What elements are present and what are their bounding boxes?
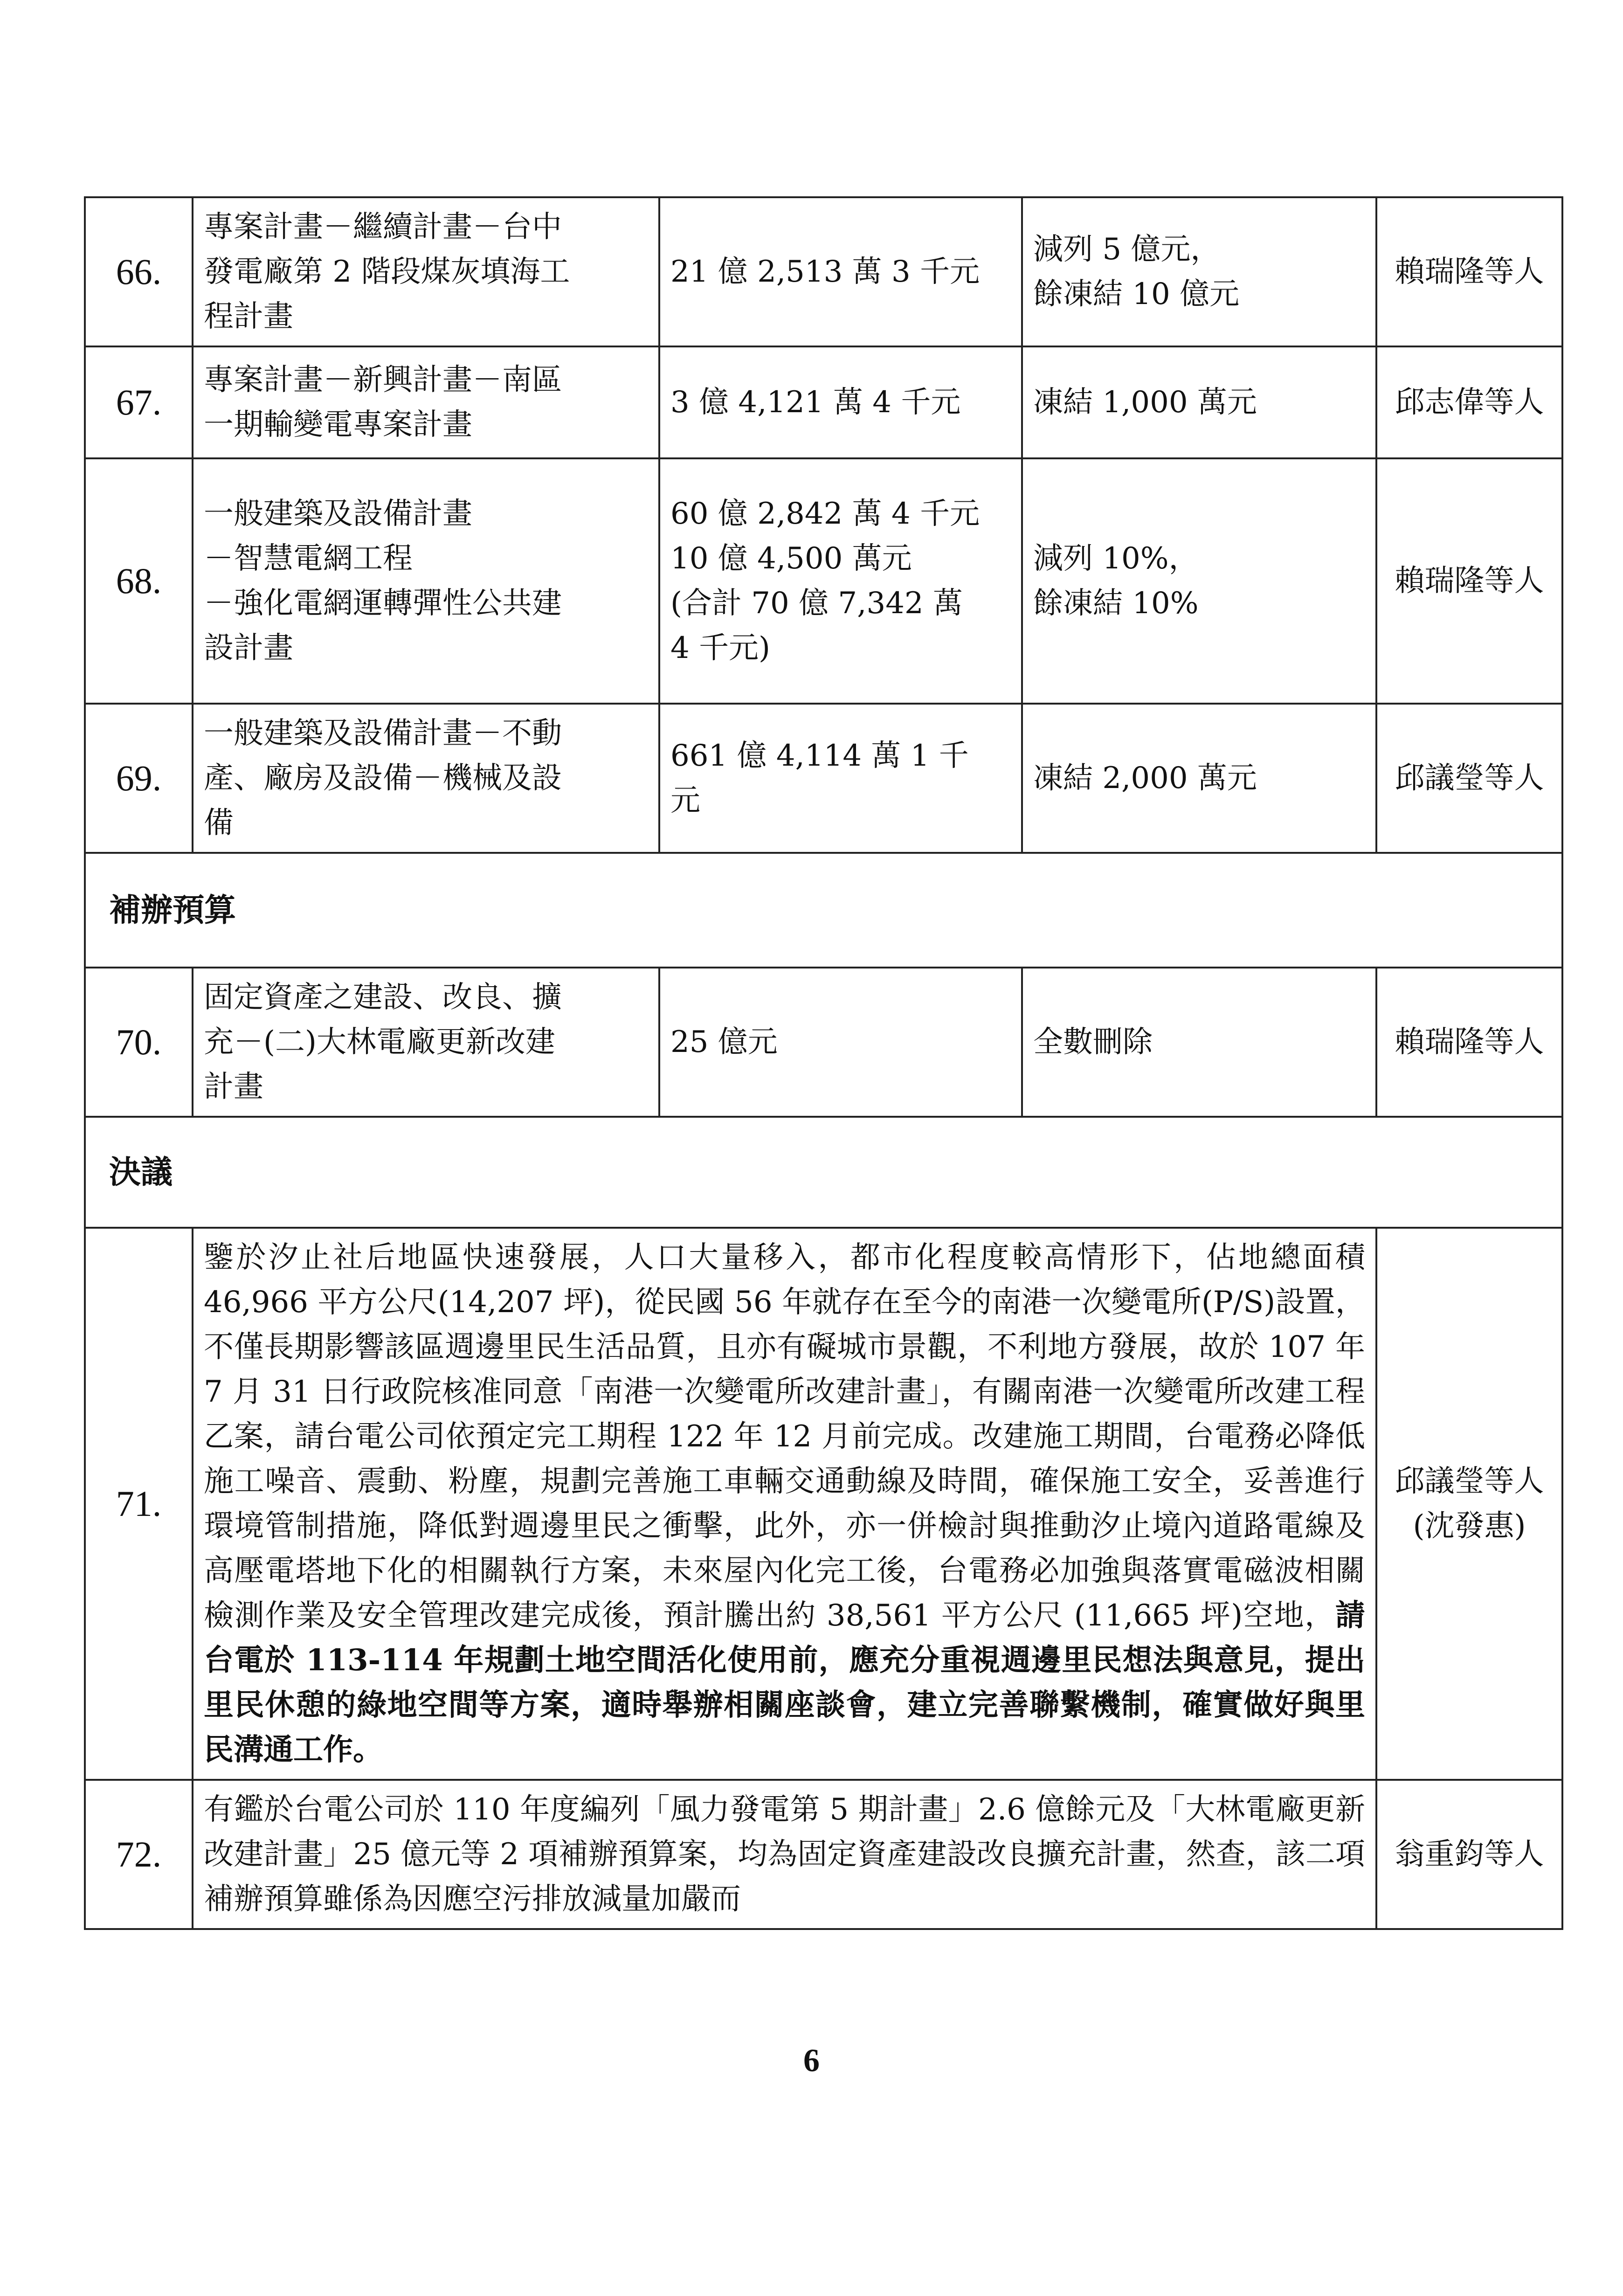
resolution-row — [85, 1228, 1562, 1780]
budget-item-line: 計畫 — [204, 1070, 263, 1104]
budget-item-line: －強化電網運轉彈性公共建 — [204, 586, 562, 621]
proposer — [1376, 1780, 1562, 1929]
row-number: 66. — [85, 197, 193, 346]
budget-amount-line: 25 億元 — [670, 1025, 778, 1059]
budget-amount — [659, 197, 1022, 346]
budget-item-line: 一般建築及設備計畫 — [204, 497, 472, 531]
budget-amount — [659, 968, 1022, 1117]
budget-action-line: 凍結 2,000 萬元 — [1033, 761, 1257, 795]
row-number: 68. — [85, 458, 193, 704]
budget-amount-line: 10 億 4,500 萬元 — [670, 541, 912, 576]
budget-amount-line: 60 億 2,842 萬 4 千元 — [670, 497, 980, 531]
table-row — [85, 346, 1562, 458]
budget-amount — [659, 346, 1022, 458]
proposer-line: 邱志偉等人 — [1395, 385, 1544, 420]
budget-action-line: 全數刪除 — [1033, 1025, 1153, 1059]
budget-amount — [659, 458, 1022, 704]
proposer — [1376, 458, 1562, 704]
budget-item-line: 一期輸變電專案計畫 — [204, 408, 472, 442]
resolution-emphasis: 請台電於 113-114 年規劃土地空間活化使用前，應充分重視週邊里民想法與意見，提出里民休憩的綠地空間等方案，適時舉辦相關座談會，建立完善聯繫機制，確實做好與里民溝通工作。 — [204, 1598, 1365, 1767]
proposer-line: 賴瑞隆等人 — [1395, 255, 1544, 289]
budget-item — [193, 197, 659, 346]
row-number: 72. — [85, 1780, 193, 1929]
proposer — [1376, 197, 1562, 346]
budget-amount-line: 3 億 4,121 萬 4 千元 — [670, 385, 961, 420]
row-number: 70. — [85, 968, 193, 1117]
budget-action — [1022, 197, 1376, 346]
budget-action-line: 減列 5 億元， — [1033, 232, 1221, 267]
budget-item-line: 產、廠房及設備－機械及設 — [204, 761, 562, 795]
row-number: 71. — [85, 1228, 193, 1780]
proposer — [1376, 704, 1562, 853]
resolution-body: 有鑑於台電公司於 110 年度編列「風力發電第 5 期計畫」2.6 億餘元及「大林電廠更新改建計畫」25 億元等 2 項補辦預算案，均為固定資產建設改良擴充計畫，然查，該二項補辦預算雖係為因應空污排放減量加嚴而 — [204, 1792, 1365, 1916]
table-row — [85, 704, 1562, 853]
budget-item-line: 專案計畫－新興計畫－南區 — [204, 363, 562, 397]
budget-item-line: 發電廠第 2 階段煤灰填海工 — [204, 255, 570, 289]
proposer-line: 賴瑞隆等人 — [1395, 1025, 1544, 1059]
resolution-body: 鑒於汐止社后地區快速發展，人口大量移入，都市化程度較高情形下，佔地總面積 46,966 平方公尺(14,207 坪)，從民國 56 年就存在至今的南港一次變電所(P/S)設置，不僅長期影響該區週邊里民生活品質，且亦有礙城市景觀，不利地方發展，故於 107 年 7 月 31 日行政院核准同意「南港一次變電所改建計畫」，有關南港一次變電所改建工程乙案，請台電公司依預定完工期程 122 年 12 月前完成。改建施工期間，台電務必降低施工噪音、震動、粉塵，規劃完善施工車輛交通動線及時間，確保施工安全，妥善進行環境管制措施，降低對週邊里民之衝擊，此外，亦一併檢討與推動汐止境內道路電線及高壓電塔地下化的相關執行方案，未來屋內化完工後，台電務必加強與落實電磁波相關檢測作業及安全管理改建完成後，預計騰出約 38,561 平方公尺 (11,665 坪)空地， — [204, 1240, 1365, 1633]
table-row — [85, 968, 1562, 1117]
budget-item-line: 專案計畫－繼續計畫－台中 — [204, 210, 562, 244]
budget-action-line: 減列 10%， — [1033, 541, 1199, 576]
budget-item-line: 充－(二)大林電廠更新改建 — [204, 1025, 555, 1059]
budget-item-line: －智慧電網工程 — [204, 541, 413, 576]
budget-amount-line: (合計 70 億 7,342 萬 — [670, 586, 963, 621]
budget-item — [193, 704, 659, 853]
budget-amount-line: 元 — [670, 783, 700, 818]
proposer-line: 邱議瑩等人 — [1395, 1464, 1544, 1499]
table-row — [85, 458, 1562, 704]
budget-amount — [659, 704, 1022, 853]
budget-action — [1022, 458, 1376, 704]
table-row — [85, 197, 1562, 346]
budget-action — [1022, 704, 1376, 853]
budget-item — [193, 968, 659, 1117]
budget-item-line: 程計畫 — [204, 299, 293, 334]
row-number: 69. — [85, 704, 193, 853]
budget-item-line: 備 — [204, 806, 234, 840]
resolution-text — [193, 1228, 1376, 1780]
budget-action-line: 餘凍結 10 億元 — [1033, 277, 1240, 311]
proposer-line: (沈發惠) — [1413, 1509, 1526, 1543]
budget-item-line: 一般建築及設備計畫－不動 — [204, 716, 562, 751]
page-number: 6 — [803, 2043, 820, 2079]
budget-action-line: 凍結 1,000 萬元 — [1033, 385, 1257, 420]
proposer-line: 翁重鈞等人 — [1395, 1837, 1544, 1872]
budget-item-line: 設計畫 — [204, 631, 293, 665]
budget-item — [193, 458, 659, 704]
resolution-row — [85, 1780, 1562, 1929]
proposer — [1376, 968, 1562, 1117]
section-heading-resolution: 決議 — [85, 1117, 1562, 1228]
proposer — [1376, 346, 1562, 458]
proposer-line: 賴瑞隆等人 — [1395, 564, 1544, 598]
row-number: 67. — [85, 346, 193, 458]
proposer — [1376, 1228, 1562, 1780]
proposer-line: 邱議瑩等人 — [1395, 761, 1544, 795]
budget-action-line: 餘凍結 10% — [1033, 586, 1199, 621]
budget-item — [193, 346, 659, 458]
budget-item-line: 固定資產之建設、改良、擴 — [204, 980, 562, 1015]
resolution-text — [193, 1780, 1376, 1929]
budget-amount-line: 661 億 4,114 萬 1 千 — [670, 739, 969, 773]
budget-amount-line: 21 億 2,513 萬 3 千元 — [670, 255, 980, 289]
budget-action — [1022, 346, 1376, 458]
budget-table — [84, 196, 1563, 1930]
budget-action — [1022, 968, 1376, 1117]
budget-amount-line: 4 千元) — [670, 631, 771, 665]
section-heading-supplementary-budget: 補辦預算 — [85, 853, 1562, 968]
